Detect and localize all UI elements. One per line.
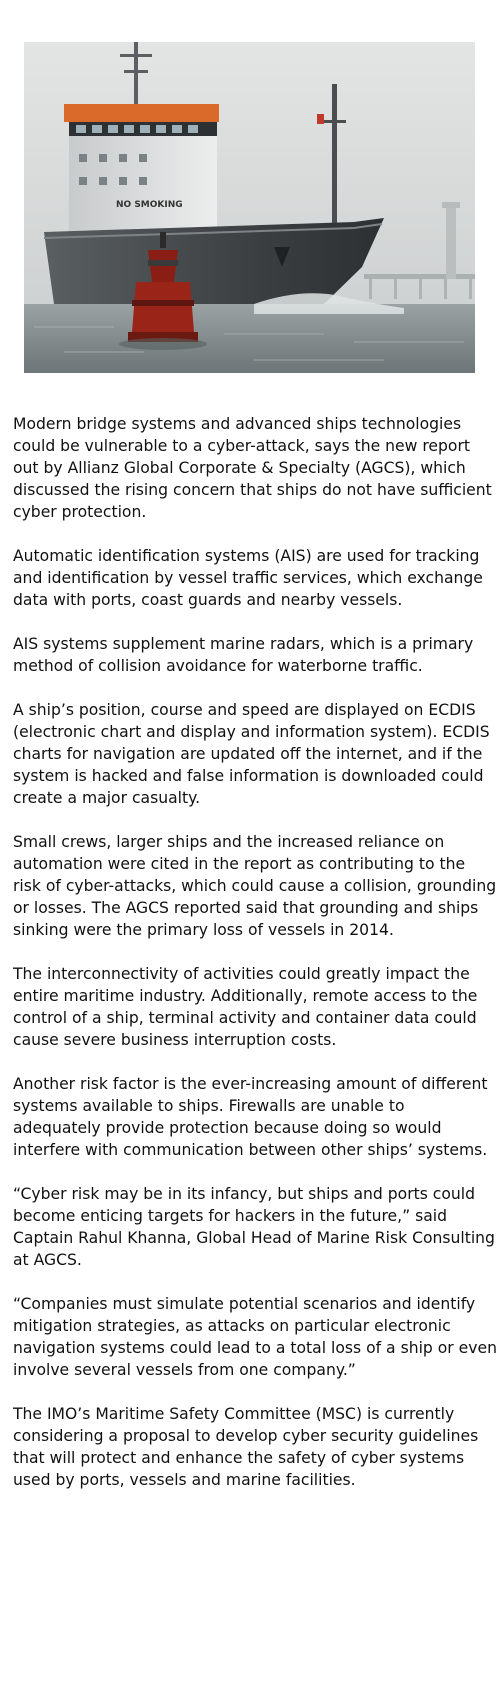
- paragraph-risk: Small crews, larger ships and the increased reliance on automation were cited in the report as contributing to the risk of cyber-attacks, which could cause a collision, grounding or losses. The AGCS reported said that grounding and ships sinking were the primary loss of vessels in 2014.: [13, 833, 497, 939]
- paragraph-quote-2: “Companies must simulate potential scenarios and identify mitigation strategies, as attacks on particular electronic navigation systems could lead to a total loss of a ship or even involve several vessels from one company.”: [13, 1295, 497, 1379]
- paragraph-ais: Automatic identification systems (AIS) are used for tracking and identification by vessel traffic services, which exchange data with ports, coast guards and nearby vessels.: [13, 547, 483, 609]
- bridge-roof: [64, 104, 219, 122]
- paragraph-intro: Modern bridge systems and advanced ships technologies could be vulnerable to a cyber-attack, says the new report out by Allianz Global Corporate & Specialty (AGCS), which discussed the rising concern that ships do not have sufficient cyber protection.: [13, 415, 492, 521]
- ship-photo: [24, 42, 475, 373]
- paragraph-firewalls: Another risk factor is the ever-increasing amount of different systems available to ships. Firewalls are unable to adequately provide protection because doing so would interfere with communication between other ships’ systems.: [13, 1075, 488, 1159]
- hull-marking: NO SMOKING: [116, 200, 183, 210]
- article-body: [13, 413, 497, 1513]
- ship-illustration: [24, 42, 475, 373]
- paragraph-ecdis: A ship’s position, course and speed are displayed on ECDIS (electronic chart and display and information system). ECDIS charts for navigation are updated off the internet, and if the system is hacked and false information is downloaded could create a major casualty.: [13, 701, 490, 807]
- paragraph-quote-1: “Cyber risk may be in its infancy, but ships and ports could become enticing targets for hackers in the future,” said Captain Rahul Khanna, Global Head of Marine Risk Consulting at AGCS.: [13, 1185, 495, 1269]
- sea: [24, 304, 475, 373]
- paragraph-imo: The IMO’s Maritime Safety Committee (MSC) is currently considering a proposal to develop cyber security guidelines that will protect and enhance the safety of cyber systems used by ports, vessels and marine facilities.: [13, 1405, 479, 1489]
- paragraph-interconnectivity: The interconnectivity of activities could greatly impact the entire maritime industry. Additionally, remote access to the control of a ship, terminal activity and container data could cause severe business interruption costs.: [13, 965, 478, 1049]
- hull: [44, 218, 384, 304]
- paragraph-radar: AIS systems supplement marine radars, which is a primary method of collision avoidance for waterborne traffic.: [13, 635, 474, 675]
